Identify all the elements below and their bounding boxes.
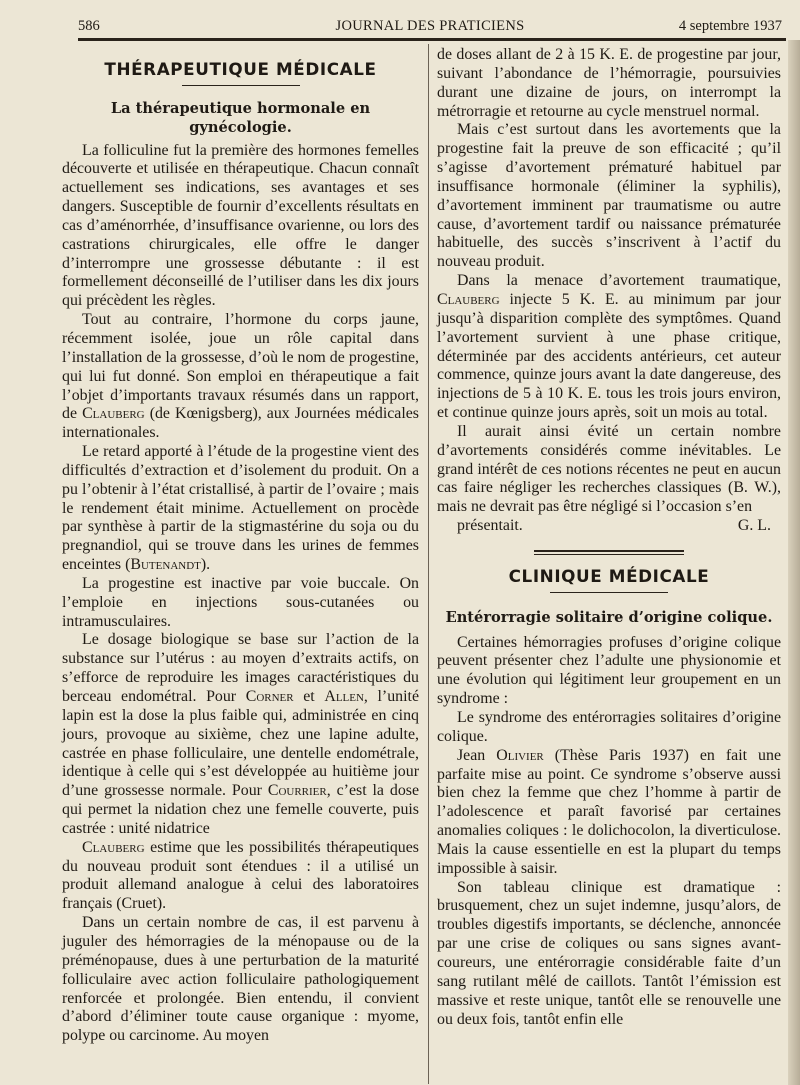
left-column [62,52,419,1046]
page-header [78,14,782,36]
paragraph: Jean Olivier (Thèse Paris 1937) en fait une parfaite mise au point. Ce syndrome s’observe aussi bien chez la femme que chez l’homme à partir de l’adolescence et paraît favorisé par certaines anomalies coliques : le dolichocolon, la diverticulose. Mais la cause essentielle en est la plupart du temps impossible à saisir. [437,746,781,877]
signature: G. L. [737,517,771,535]
author-name: Allen [324,688,364,705]
issue-date: 4 septembre 1937 [678,18,782,34]
section-title-clinique: CLINIQUE MÉDICALE [508,565,710,586]
paragraph: Mais c’est surtout dans les avortements que la progestine fait la preuve de son efficacité ; qu’il s’agisse d’avortement prématuré habituel par insuffisance hormonale (éliminer la syphilis), d’avortement imminent par traumatisme ou autre cause, d’avortement tardif ou naissance prématurée habituelle, des succès s’inscrivent à l’actif du nouveau produit. [437,121,781,271]
paragraph: Dans un certain nombre de cas, il est parvenu à juguler des hémorragies de la ménopause ou de la préménopause, dues à une perturbation de la maturité folliculaire avec action folliculaire pathologiquement renforcée et prolongée. Bien entendu, il convient d’abord d’éliminer toute cause organique : myome, polype ou carcinome. Au moyen [62,914,419,1045]
paragraph: Le syndrome des entérorragies solitaires d’origine colique. [437,709,781,745]
section-divider [534,550,684,555]
title-rule [550,592,668,593]
title-rule [182,85,300,86]
page-edge [788,40,800,1085]
page-number: 586 [78,18,100,34]
paragraph: Le dosage biologique se base sur l’action de la substance sur l’utérus : au moyen d’extraits actifs, on s’efforce de reproduire les images caractéristiques du berceau endométral. Pour Corner et Allen, l’unité lapin est la dose la plus faible qui, administrée en cinq jours, provoque au sixième, chez une lapine adulte, castrée en phase folliculaire, une dentelle endométrale, identique à celle qui s’est développée au huitième jour d’une grossesse normale. Pour Courrier, c’est la dose qui permet la nidation chez une femelle couverte, puis castrée : unité nidatrice [62,631,420,837]
paragraph: Son tableau clinique est dramatique : brusquement, chez un sujet indemne, jusqu’alors, de troubles digestifs importants, se déclenche, annoncée par une crise de coliques ou sans signes avant-coureurs, une entérorragie considérable faite d’un sang rutilant mêlé de caillots. Tantôt l’émission est massive et reste unique, tantôt elle se renouvelle une ou deux fois, tantôt enfin elle [437,878,781,1028]
signature-line: présentait. G. L. [437,517,781,536]
paragraph: La folliculine fut la première des hormones femelles découverte et utilisée en thérapeutique. Chacun connaît actuellement ses indications, ses avantages et ses dangers. Susceptible de fournir d’excellents résultats en cas d’aménorrhée, d’insuffisance ovarienne, ou lors des castrations chirurgicales, elle offre le danger d’interrompre une grossesse débutante : il est formellement déconseillé de l’utiliser dans les dix jours qui précèdent les règles. [62,141,419,310]
author-name: Courrier [267,782,327,800]
column-divider [428,44,429,1084]
header-rule [78,38,786,41]
paragraph: Certaines hémorragies profuses d’origine colique peuvent présenter chez l’adulte une physionomie et une évolution qui légitiment leur groupement en un syndrome : [437,633,781,708]
author-name: Clauberg [82,405,145,423]
journal-title: JOURNAL DES PRATICIENS [335,18,525,34]
section-title-therapeutique: THÉRAPEUTIQUE MÉDICALE [104,59,377,79]
article-title-hormonale: La thérapeutique hormonale en gynécologie. [110,99,371,136]
author-name: Olivier [496,746,544,764]
right-column [437,46,781,1029]
article-title-enterorragie: Entérorragie solitaire d’origine colique. [445,608,773,626]
paragraph: de doses allant de 2 à 15 K. E. de progestine par jour, suivant l’abondance de l’hémorragie, poursuivies durant une dizaine de jours, on interrompt la métrorragie et retourne au cycle menstruel normal. [437,46,781,120]
paragraph: Le retard apporté à l’étude de la progestine vient des difficultés d’extraction et d’isolement du produit. On a pu l’obtenir à l’état cristallisé, à partir de l’ovaire ; mais le rendement était minime. Actuellement on procède par synthèse à partir de la stigmastérine du soja ou du pregnandiol, qui se trouve dans les urines de femmes enceintes (Butenandt). [62,443,419,574]
paragraph: Il aurait ainsi évité un certain nombre d’avortements considérés comme inévitables. Le grand intérêt de ces notions récentes ne peut en aucun cas faire négliger les recherches classiques (B. W.), mais ne devrait pas être négligé si l’occasion s’en [437,422,781,516]
paragraph: Tout au contraire, l’hormone du corps jaune, récemment isolée, joue un rôle capital dans l’installation de la grossesse, d’où le nom de progestine, qui lui fut donné. Son emploi en thérapeutique a fait l’objet d’importants travaux résumés dans un rapport, de Clauberg (de Kœnigsberg), aux Journées médicales internationales. [62,311,419,442]
author-name: Butenandt [130,556,201,574]
paragraph: Dans la menace d’avortement traumatique, Clauberg injecte 5 K. E. au minimum par jour jusqu’à disparition complète des symptômes. Quand l’avortement survient à une phase critique, déterminée par des accidents antérieurs, cet auteur commence, quinze jours avant la date dangereuse, des injections de 5 à 10 K. E. tous les trois jours environ, et continue quinze jours après, soit un mois au total. [437,272,781,422]
paragraph: Clauberg estime que les possibilités thérapeutiques du nouveau produit sont étendues : il a utilisé un produit allemand analogue à celui des laboratoires français (Cruet). [62,838,419,913]
author-name: Corner [245,688,294,705]
author-name: Clauberg [82,838,145,856]
paragraph: La progestine est inactive par voie buccale. On l’emploie en injections sous-cutanées ou intramusculaires. [62,574,419,630]
author-name: Clauberg [437,290,500,308]
